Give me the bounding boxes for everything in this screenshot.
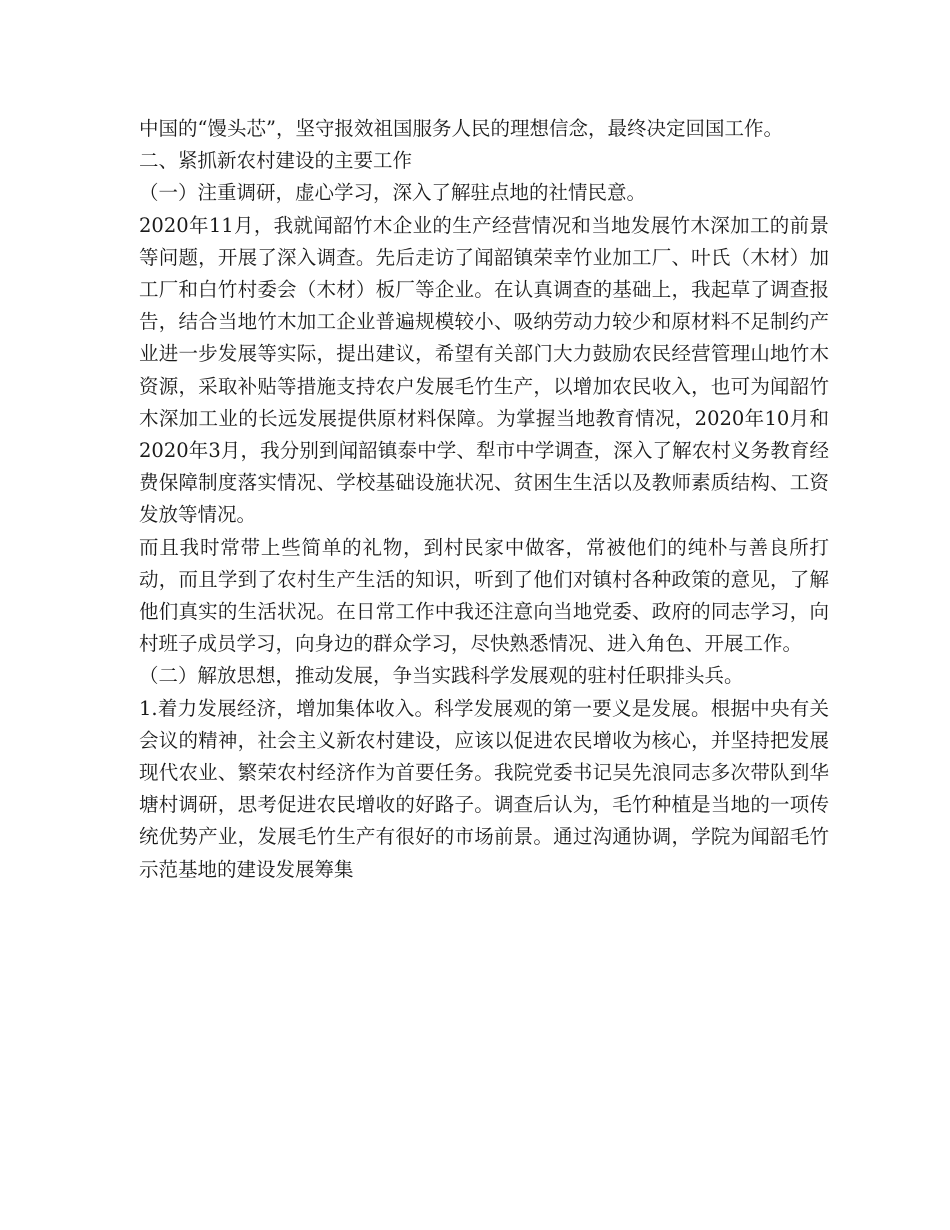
subsection-heading-1: （一）注重调研，虚心学习，深入了解驻点地的社情民意。 bbox=[139, 181, 647, 205]
paragraph-village-visits: 而且我时常带上些简单的礼物，到村民家中做客，常被他们的纯朴与善良所打动，而且学到了农村生产生活的知识，听到了他们对镇村各种政策的意见，了解他们真实的生活状况。在日常工作中我还注意向当地党委、政府的同志学习，向村班子成员学习，向身边的群众学习，尽快熟悉情况、进入角色、开展工作。 bbox=[139, 535, 829, 656]
document-body bbox=[139, 113, 829, 886]
paragraph-economic-development: 1.着力发展经济，增加集体收入。科学发展观的第一要义是发展。根据中央有关会议的精神，社会主义新农村建设，应该以促进农民增收为核心，并坚持把发展现代农业、繁荣农村经济作为首要任务。我院党委书记吴先浪同志多次带队到华塘村调研，思考促进农民增收的好路子。调查后认为，毛竹种植是当地的一项传统优势产业，发展毛竹生产有很好的市场前景。通过沟通协调，学院为闻韶毛竹示范基地的建设发展筹集 bbox=[139, 696, 829, 881]
subsection-heading-2: （二）解放思想，推动发展，争当实践科学发展观的驻村任职排头兵。 bbox=[139, 664, 744, 688]
paragraph-investigation: 2020年11月，我就闻韶竹木企业的生产经营情况和当地发展竹木深加工的前景等问题，开展了深入调查。先后走访了闻韶镇荣幸竹业加工厂、叶氏（木材）加工厂和白竹村委会（木材）板厂等企业。在认真调查的基础上，我起草了调查报告，结合当地竹木加工企业普遍规模较小、吸纳劳动力较少和原材料不足制约产业进一步发展等实际，提出建议，希望有关部门大力鼓励农民经营管理山地竹木资源，采取补贴等措施支持农户发展毛竹生产，以增加农民收入，也可为闻韶竹木深加工业的长远发展提供原材料保障。为掌握当地教育情况，2020年10月和2020年3月，我分别到闻韶镇泰中学、犁市中学调查，深入了解农村义务教育经费保障制度落实情况、学校基础设施状况、贫困生生活以及教师素质结构、工资发放等情况。 bbox=[139, 213, 829, 527]
section-heading-2: 二、紧抓新农村建设的主要工作 bbox=[139, 149, 413, 173]
paragraph-intro-continuation: 中国的“馒头芯”，坚守报效祖国服务人民的理想信念，最终决定回国工作。 bbox=[139, 117, 783, 140]
